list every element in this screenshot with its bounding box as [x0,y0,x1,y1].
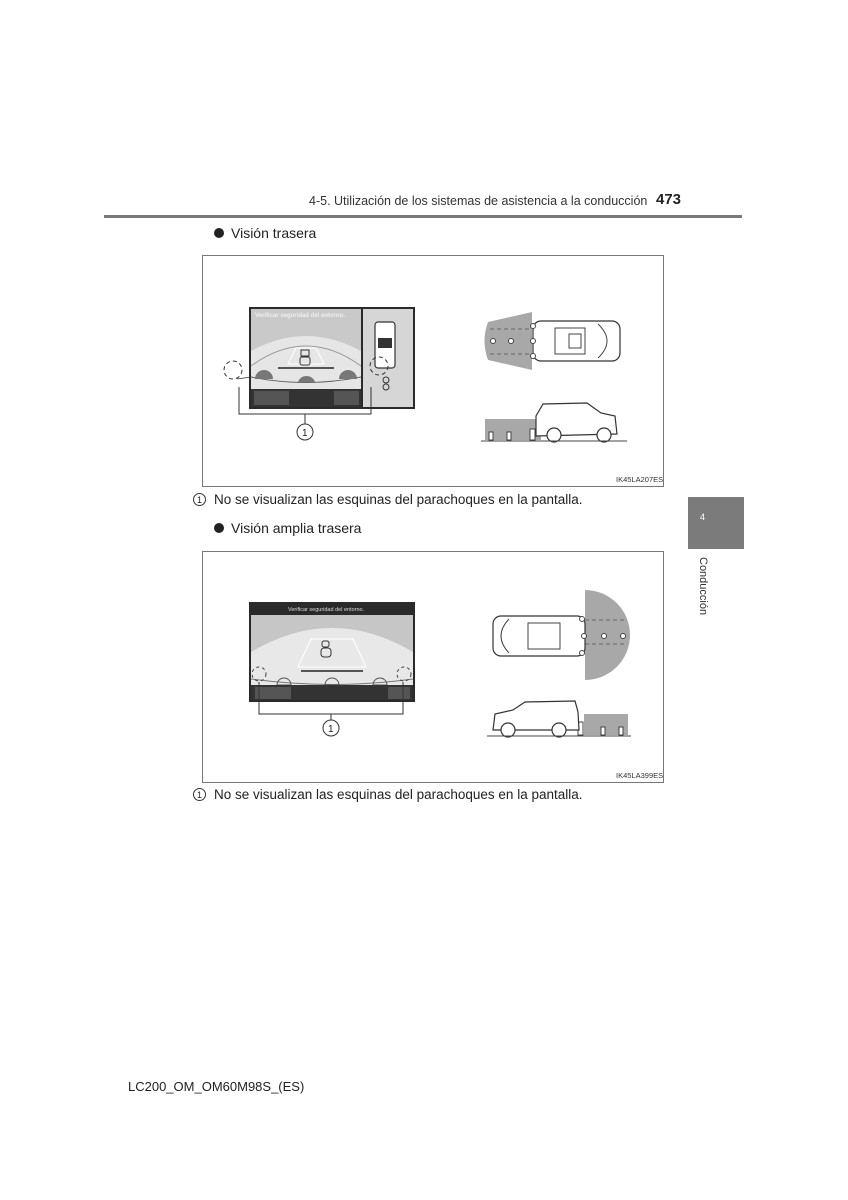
blind-corner-left-icon [224,361,242,379]
rear-view-illustration [203,256,663,486]
bullet-icon [214,523,224,533]
caption-rear-view [193,492,583,507]
side-view-vehicle [481,403,627,442]
figure-wide-rear-view [202,551,664,783]
caption-wide-rear-view [193,787,583,802]
bullet-icon [214,228,224,238]
section-heading-rear-view [214,225,316,241]
top-view-vehicle [485,312,621,370]
svg-text:Verificar seguridad del entorn: Verificar seguridad del entorno. [288,607,365,613]
svg-text:1: 1 [328,724,334,735]
side-view-vehicle [487,701,631,737]
chapter-number: 4 [700,512,706,522]
callout-marker: 1 [193,493,206,506]
document-code: LC200_OM_OM60M98S_(ES) [128,1079,305,1094]
camera-screen-display [249,307,415,409]
figure-code: IK45LA399ES [616,771,663,780]
wide-rear-view-illustration [203,552,663,782]
top-view-vehicle [493,590,630,680]
callout-marker: 1 [193,788,206,801]
svg-text:Verificar seguridad del entorn: Verificar seguridad del entorno. [255,313,346,319]
section-heading-wide-rear-view [214,520,361,536]
caption-text: No se visualizan las esquinas del parachoques en la pantalla. [214,787,583,802]
camera-screen-display [249,602,415,702]
figure-rear-view [202,255,664,487]
section-header-title: 4-5. Utilización de los sistemas de asistencia a la conducción [309,194,648,208]
section-heading-label: Visión trasera [231,225,317,241]
header-divider [104,215,742,218]
figure-code: IK45LA207ES [616,475,663,484]
page-number: 473 [656,191,682,208]
section-heading-label: Visión amplia trasera [231,520,362,536]
svg-text:1: 1 [302,428,308,439]
chapter-label: Conducción [697,557,709,616]
chapter-tab [688,497,744,549]
caption-text: No se visualizan las esquinas del parachoques en la pantalla. [214,492,583,507]
